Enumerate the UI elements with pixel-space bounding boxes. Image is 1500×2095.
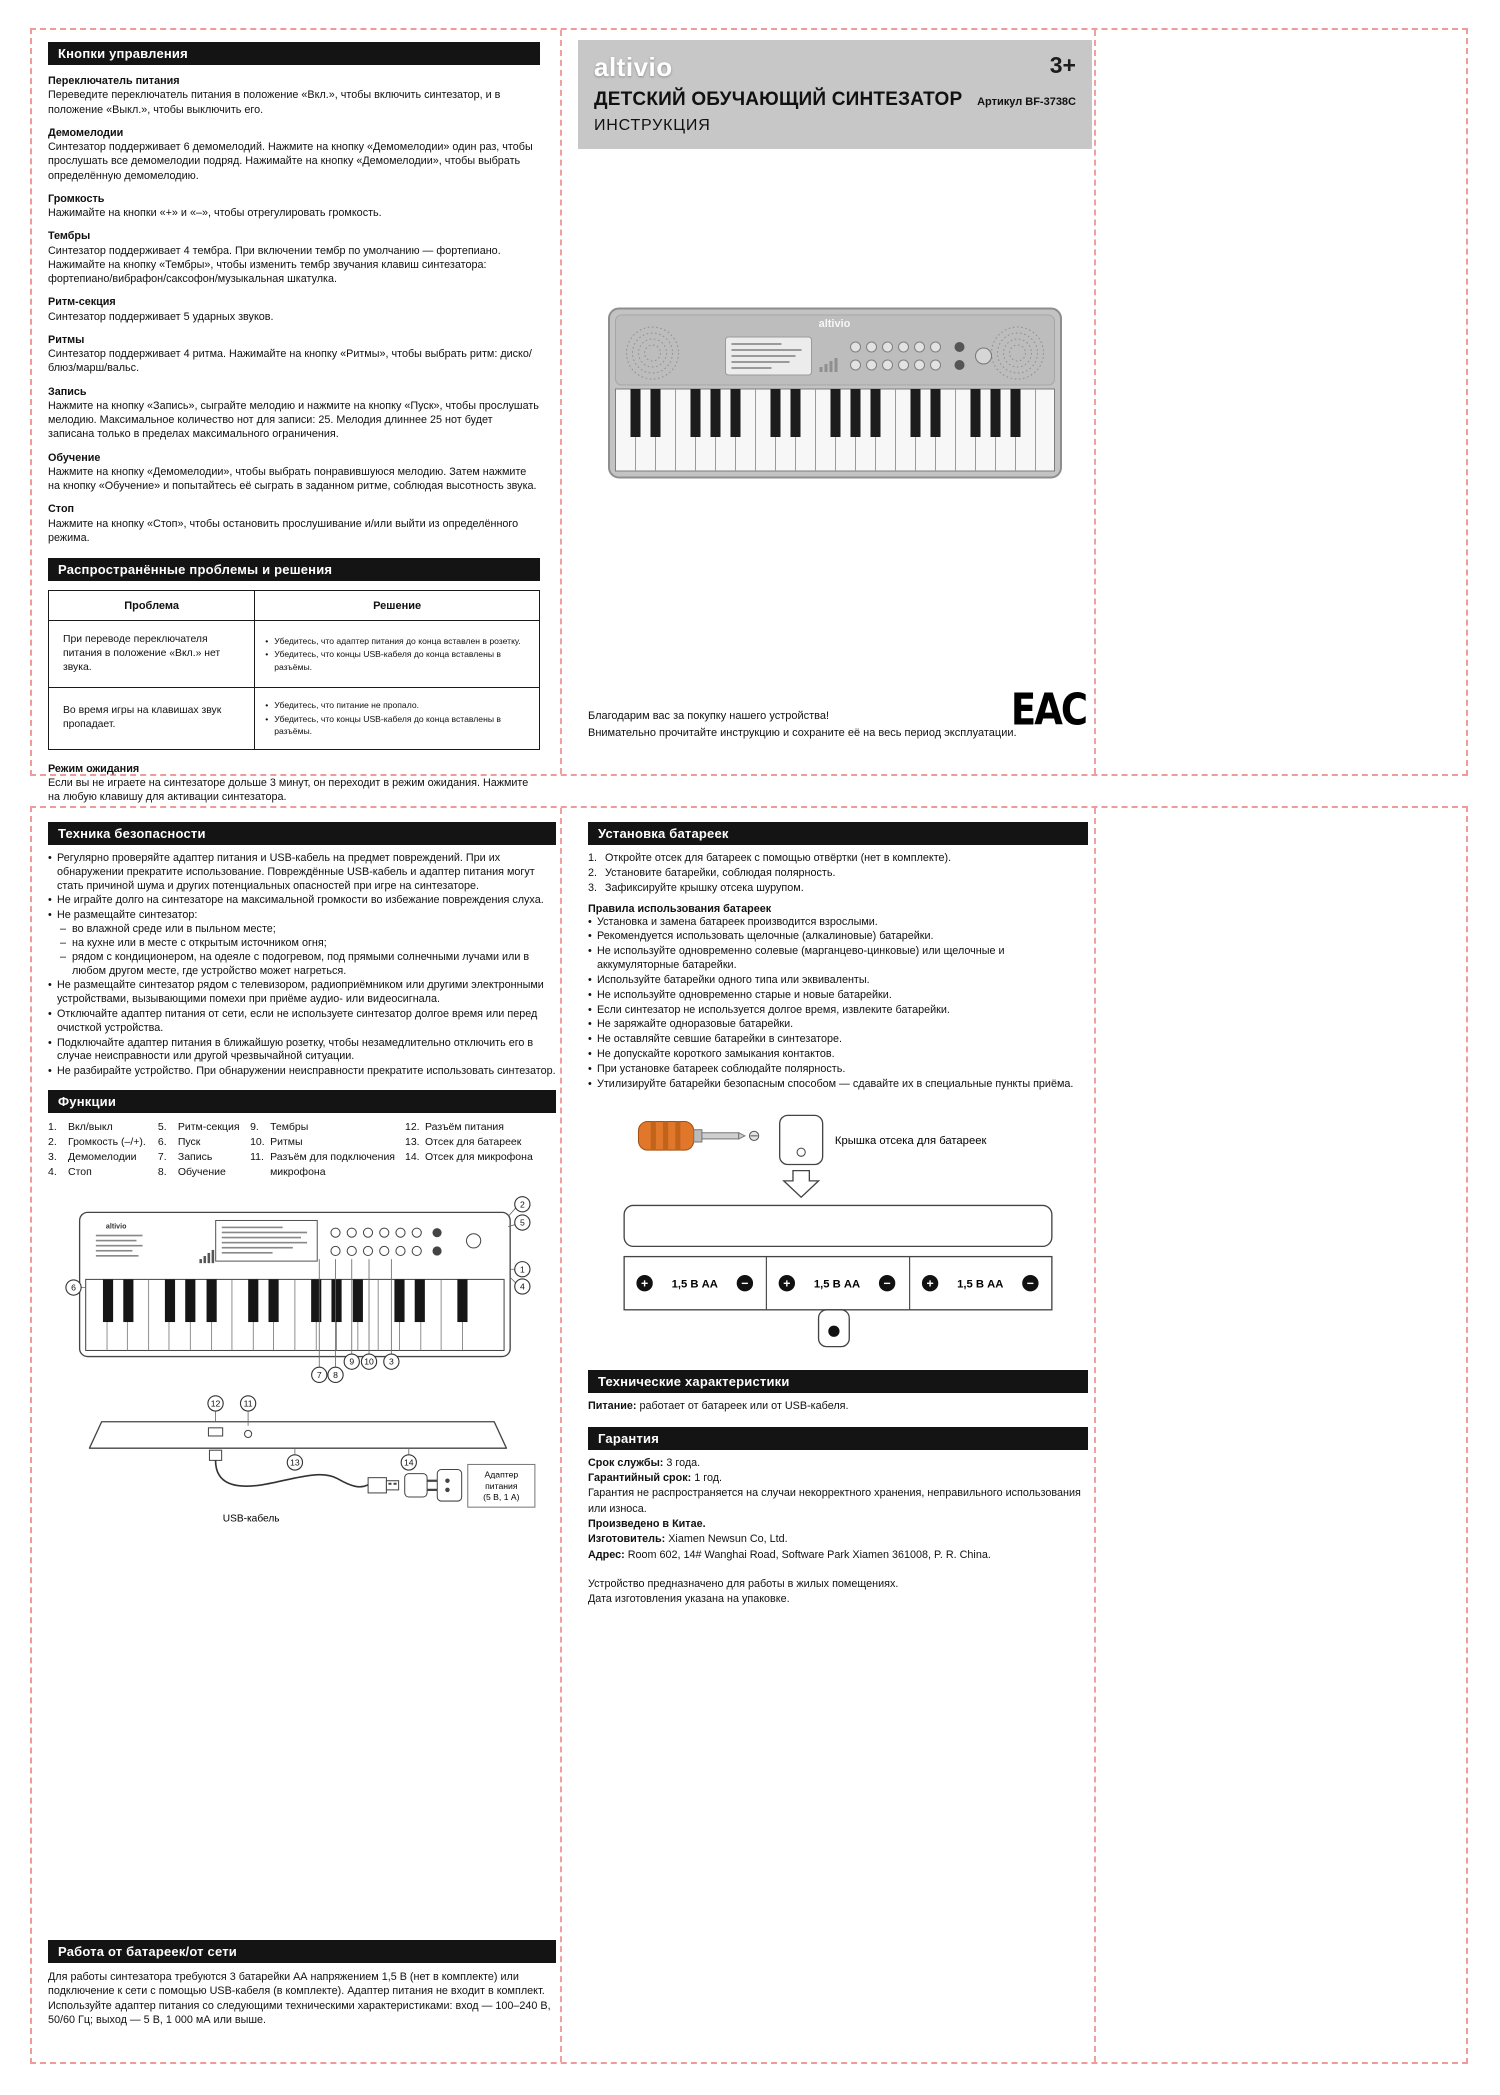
controls-header: Кнопки управления: [48, 42, 540, 65]
function-item: 4. Стоп: [48, 1165, 92, 1178]
svg-text:+: +: [783, 1276, 791, 1291]
thanks-line: Благодарим вас за покупку нашего устройства!: [588, 710, 830, 722]
safety-list: [48, 852, 556, 1079]
section-title: Громкость: [48, 192, 105, 205]
screw-icon: [749, 1132, 758, 1141]
section-text: Синтезатор поддерживает 6 демомелодий. Нажмите на кнопку «Демомелодии» один раз, чтобы прослушать все демомелодии подряд. Нажимайте на кнопку «Демомелодии», чтобы выбрать определённую демомелодию.: [48, 141, 533, 182]
safety-item: • Не играйте долго на синтезаторе на максимальной громкости во избежание повреждения слуха.: [48, 894, 556, 908]
manual-section: [48, 74, 540, 117]
battery-install-diagram: [618, 1105, 1058, 1356]
problems-table: [48, 590, 540, 750]
solution-item: • Убедитесь, что адаптер питания до конца вставлен в розетку.: [265, 635, 529, 647]
functions-header: Функции: [48, 1090, 556, 1113]
section-text: Переведите переключатель питания в положение «Вкл.», чтобы включить синтезатор, и в положение «Выкл.», чтобы выключить его.: [48, 89, 501, 116]
function-item: 3. Демомелодии: [48, 1150, 137, 1163]
callout-6: [66, 1280, 81, 1295]
usb-cable-label: USB-кабель: [222, 1513, 280, 1525]
warranty-line: Срок службы: 3 года.: [588, 1456, 701, 1469]
function-item: 11. Разъём для подключения микрофона: [250, 1150, 395, 1178]
problem-cell: Во время игры на клавишах звук пропадает.: [49, 688, 255, 749]
rule-item: • Если синтезатор не используется долгое время, извлеките батарейки.: [588, 1004, 1088, 1018]
keyboard-diagram-back-view: [63, 1391, 541, 1544]
warranty-line: Изготовитель: Xiamen Newsun Co, Ltd.: [588, 1533, 788, 1546]
manual-section: [48, 295, 540, 324]
page-cover: [578, 40, 1092, 776]
callout-7: [312, 1367, 327, 1382]
piano-keys: [86, 1279, 504, 1350]
section-text: Нажмите на кнопку «Запись», сыграйте мелодию и нажмите на кнопку «Пуск», чтобы прослушать мелодию. Максимальное количество нот для записи: 25. Мелодия длиннее 25 нот будет записана только в пределах максимального ограничения.: [48, 399, 539, 441]
function-item: 10. Ритмы: [250, 1135, 303, 1148]
fold-line: [560, 808, 562, 2062]
svg-text:−: −: [1026, 1276, 1034, 1291]
function-item: 9. Тембры: [250, 1121, 309, 1133]
keyboard-logo: altivio: [818, 318, 851, 330]
sheet-bottom: [30, 806, 1468, 2064]
brand-logo: altivio: [594, 52, 673, 82]
section-title: Ритм-секция: [48, 296, 116, 309]
svg-text:питания: питания: [485, 1480, 518, 1491]
fold-line: [1094, 30, 1096, 774]
rule-item: • Установка и замена батареек производится взрослыми.: [588, 916, 1088, 930]
problem-cell: При переводе переключателя питания в положение «Вкл.» нет звука.: [49, 621, 255, 688]
down-arrow-icon: [784, 1171, 819, 1198]
svg-text:11: 11: [243, 1398, 253, 1409]
solution-cell: [255, 688, 540, 749]
svg-text:(5 В, 1 А): (5 В, 1 А): [483, 1491, 520, 1502]
function-item: 5. Ритм-секция: [157, 1121, 240, 1133]
svg-text:2: 2: [519, 1198, 525, 1209]
svg-text:10: 10: [364, 1356, 374, 1367]
keyboard-diagram-top-view: [63, 1188, 541, 1385]
svg-text:−: −: [741, 1276, 749, 1291]
fold-line: [560, 30, 562, 774]
manual-section: [48, 229, 540, 286]
page-battery-warranty: [588, 822, 1088, 1608]
svg-text:−: −: [883, 1276, 891, 1291]
table-row: [49, 688, 540, 749]
battery-cover-label: Крышка отсека для батареек: [834, 1135, 987, 1148]
rule-item: • Утилизируйте батарейки безопасным способом — сдавайте их в специальные пункты приёма.: [588, 1078, 1088, 1092]
compartment-slot: [624, 1206, 1052, 1247]
section-title: Ритмы: [48, 333, 85, 346]
safety-item: • Не разбирайте устройство. При обнаружении неисправности прекратите использовать синтезатор.: [48, 1065, 556, 1079]
safety-item: • Не размещайте синтезатор:: [48, 909, 556, 923]
page-safety-functions: [48, 822, 556, 2054]
function-item: 1. Вкл/выкл: [48, 1121, 113, 1133]
rule-item: • При установке батареек соблюдайте полярность.: [588, 1063, 1088, 1077]
callout-11: [240, 1395, 255, 1410]
piano-keys: [616, 389, 1055, 471]
function-item: 14. Отсек для микрофона: [405, 1150, 533, 1163]
rule-item: • Рекомендуется использовать щелочные (алкалиновые) батарейки.: [588, 930, 1088, 944]
section-title: Демомелодии: [48, 126, 124, 139]
section-title: Запись: [48, 385, 87, 398]
section-text: Нажимайте на кнопки «+» и «–», чтобы отрегулировать громкость.: [48, 207, 382, 219]
step-item: 3. Зафиксируйте крышку отсека шурупом.: [588, 881, 804, 894]
svg-text:13: 13: [290, 1457, 300, 1468]
svg-text:6: 6: [71, 1282, 76, 1293]
specs-header: Технические характеристики: [588, 1370, 1088, 1393]
thanks-note: [588, 708, 1017, 741]
battery-label: 1,5 В АА: [813, 1278, 861, 1291]
battery-mains-section: [48, 1940, 556, 2027]
function-item: 6. Пуск: [157, 1135, 201, 1148]
warranty-line: Гарантийный срок: 1 год.: [588, 1472, 723, 1485]
standby-section: [48, 762, 540, 805]
manual-section: [48, 502, 540, 545]
install-header: Установка батареек: [588, 822, 1088, 845]
eac-mark: ЕАС: [1010, 684, 1086, 735]
safety-subitem: – рядом с кондиционером, на одеяле с подогревом, под прямыми солнечными лучами или в любом другом месте, где устройство может нагреться.: [48, 951, 556, 979]
rule-item: • Не используйте одновременно старые и новые батарейки.: [588, 989, 1088, 1003]
battery-compartment: [624, 1257, 1052, 1310]
functions-list: [48, 1120, 556, 1180]
manual-section: [48, 126, 540, 183]
manual-section: [48, 451, 540, 494]
svg-text:1: 1: [519, 1263, 525, 1274]
problems-header: Распространённые проблемы и решения: [48, 558, 540, 581]
svg-text:8: 8: [333, 1369, 338, 1380]
product-title: ДЕТСКИЙ ОБУЧАЮЩИЙ СИНТЕЗАТОР: [594, 89, 963, 110]
step-item: 1. Откройте отсек для батареек с помощью отвёртки (нет в комплекте).: [588, 852, 952, 864]
age-badge: 3+: [1049, 52, 1076, 78]
screwdriver-icon: [638, 1122, 744, 1151]
safety-item: • Регулярно проверяйте адаптер питания и USB-кабель на предмет повреждений. При их обнаружении прекратите использование. Повреждённые USB-кабель и адаптер питания могут стать причиной шума и других потенциальных опасностей при игре на синтезаторе.: [48, 852, 556, 893]
callout-9: [344, 1354, 359, 1369]
safety-item: • Не размещайте синтезатор рядом с телевизором, радиоприёмником или другими электронными устройствами, вызывающими помехи при приёме аудио- или видеосигнала.: [48, 979, 556, 1007]
section-title: Обучение: [48, 451, 101, 464]
solution-cell: [255, 621, 540, 688]
callout-1: [515, 1261, 530, 1276]
screw-tab: [819, 1310, 850, 1347]
safety-item: • Отключайте адаптер питания от сети, если не используете синтезатор долгое время или перед очисткой устройства.: [48, 1008, 556, 1036]
usage-note-line: Дата изготовления указана на упаковке.: [588, 1593, 790, 1606]
callout-4: [515, 1279, 530, 1294]
power-adapter-icon: [405, 1469, 462, 1501]
power-header: Работа от батареек/от сети: [48, 1940, 556, 1963]
rule-item: • Используйте батарейки одного типа или эквиваленты.: [588, 974, 1088, 988]
safety-header: Техника безопасности: [48, 822, 556, 845]
section-title: Стоп: [48, 503, 75, 516]
callout-10: [361, 1354, 376, 1369]
table-row: [49, 621, 540, 688]
svg-text:7: 7: [316, 1369, 322, 1380]
rule-item: • Не используйте одновременно солевые (марганцево-цинковые) или щелочные и аккумуляторные батарейки.: [588, 945, 1088, 973]
callout-12: [208, 1395, 223, 1410]
callout-3: [384, 1354, 399, 1369]
warranty-line: Произведено в Китае.: [588, 1518, 706, 1531]
warranty-header: Гарантия: [588, 1427, 1088, 1450]
svg-text:4: 4: [519, 1281, 525, 1292]
svg-text:12: 12: [210, 1398, 221, 1409]
col-problem: Проблема: [49, 591, 255, 621]
manual-section: [48, 192, 540, 221]
battery-rules-list: [588, 916, 1088, 1092]
battery-label: 1,5 В АА: [957, 1278, 1004, 1291]
function-item: 12. Разъём питания: [405, 1121, 504, 1133]
svg-text:3: 3: [388, 1356, 394, 1367]
battery-rules-title: Правила использования батареек: [588, 902, 772, 915]
svg-text:14: 14: [403, 1457, 414, 1468]
usage-note-line: Устройство предназначено для работы в жилых помещениях.: [588, 1578, 899, 1591]
section-text: Синтезатор поддерживает 4 тембра. При включении тембр по умолчанию — фортепиано. Нажимайте на кнопку «Тембры», чтобы изменить тембр звучания клавиш синтезатора: фортепиано/вибрафон/саксофон/музыкальная шкатулка.: [48, 244, 501, 285]
install-steps: [588, 851, 1088, 896]
solution-item: • Убедитесь, что концы USB-кабеля до конца вставлены в разъёмы.: [265, 648, 529, 673]
battery-cover-icon: [780, 1116, 823, 1165]
section-text: Нажмите на кнопку «Стоп», чтобы остановить прослушивание и/или выйти из определённого режима.: [48, 517, 519, 544]
section-text: Синтезатор поддерживает 4 ритма. Нажимайте на кнопку «Ритмы», чтобы выбрать ритм: диско/блюз/марш/вальс.: [48, 348, 532, 375]
battery-label: 1,5 В АА: [671, 1278, 718, 1291]
section-text: Нажмите на кнопку «Демомелодии», чтобы выбрать понравившуюся мелодию. Затем нажмите на кнопку «Обучение» и попытайтесь её сыграть в заданном ритме, соблюдая высотность звука.: [48, 465, 537, 492]
keyboard-product-image: [607, 307, 1063, 479]
solution-item: • Убедитесь, что питание не пропало.: [265, 699, 529, 711]
warranty-block: [588, 1456, 1088, 1563]
safety-item: • Подключайте адаптер питания в ближайшую розетку, чтобы незамедлительно отключить его в случае неисправности или другой чрезвычайной ситуации.: [48, 1037, 556, 1065]
col-solution: Решение: [255, 591, 540, 621]
manual-section: [48, 385, 540, 442]
section-title: Тембры: [48, 230, 91, 243]
function-item: 2. Громкость (–/+).: [48, 1135, 146, 1148]
callout-14: [401, 1454, 416, 1469]
function-item: 7. Запись: [157, 1150, 213, 1163]
usage-notes: [588, 1577, 1088, 1608]
cover-header: [578, 40, 1092, 149]
article-number: Артикул BF-3738C: [977, 96, 1076, 108]
usb-plug-icon: [368, 1477, 399, 1492]
section-text: Если вы не играете на синтезаторе дольше 3 минут, он переходит в режим ожидания. Нажмите на любую клавишу для активации синтезатора.: [48, 776, 529, 803]
fold-line: [1094, 808, 1096, 2062]
specs-line: Питание: работает от батареек или от USB-кабеля.: [588, 1400, 849, 1413]
callout-13: [287, 1454, 302, 1469]
step-item: 2. Установите батарейки, соблюдая полярность.: [588, 866, 836, 879]
page-controls: [48, 42, 540, 804]
manual-subtitle: ИНСТРУКЦИЯ: [594, 117, 711, 134]
callout-2: [515, 1196, 530, 1211]
solution-item: • Убедитесь, что концы USB-кабеля до конца вставлены в разъёмы.: [265, 713, 529, 738]
adapter-label: [468, 1464, 535, 1507]
function-item: 13. Отсек для батареек: [405, 1135, 522, 1148]
sheet-top: [30, 28, 1468, 803]
svg-text:Адаптер: Адаптер: [484, 1469, 519, 1480]
svg-text:+: +: [926, 1276, 934, 1291]
callout-8: [328, 1367, 343, 1382]
rule-item: • Не оставляйте севшие батарейки в синтезаторе.: [588, 1033, 1088, 1047]
rule-item: • Не заряжайте одноразовые батарейки.: [588, 1018, 1088, 1032]
section-text: Синтезатор поддерживает 5 ударных звуков.: [48, 310, 274, 323]
callout-5: [515, 1215, 530, 1230]
svg-text:9: 9: [349, 1356, 355, 1367]
safety-subitem: – во влажной среде или в пыльном месте;: [48, 923, 556, 937]
warranty-line: Гарантия не распространяется на случаи некорректного хранения, неправильного использования или износа.: [588, 1487, 1081, 1515]
power-text: Для работы синтезатора требуются 3 батарейки АА напряжением 1,5 В (нет в комплекте) или подключение к сети с помощью USB-кабеля (в комплекте). Адаптер питания не входит в комплект. Используйте адаптер питания со следующими техническими характеристиками: вход — 100–240 В, 50/60 Гц; выход — 5 В, 1 000 мА или выше.: [48, 1971, 551, 2026]
svg-text:+: +: [641, 1276, 649, 1291]
manual-section: [48, 333, 540, 376]
diagram-logo: altivio: [105, 1222, 127, 1231]
svg-text:5: 5: [519, 1217, 525, 1228]
function-item: 8. Обучение: [157, 1165, 226, 1178]
rule-item: • Не допускайте короткого замыкания контактов.: [588, 1048, 1088, 1062]
section-title: Переключатель питания: [48, 75, 180, 87]
warranty-line: Адрес: Room 602, 14# Wanghai Road, Software Park Xiamen 361008, P. R. China.: [588, 1548, 991, 1561]
safety-subitem: – на кухне или в месте с открытым источником огня;: [48, 937, 556, 951]
section-title: Режим ожидания: [48, 762, 140, 775]
thanks-line: Внимательно прочитайте инструкцию и сохраните её на весь период эксплуатации.: [588, 726, 1017, 739]
usb-cable-icon: [209, 1450, 368, 1487]
